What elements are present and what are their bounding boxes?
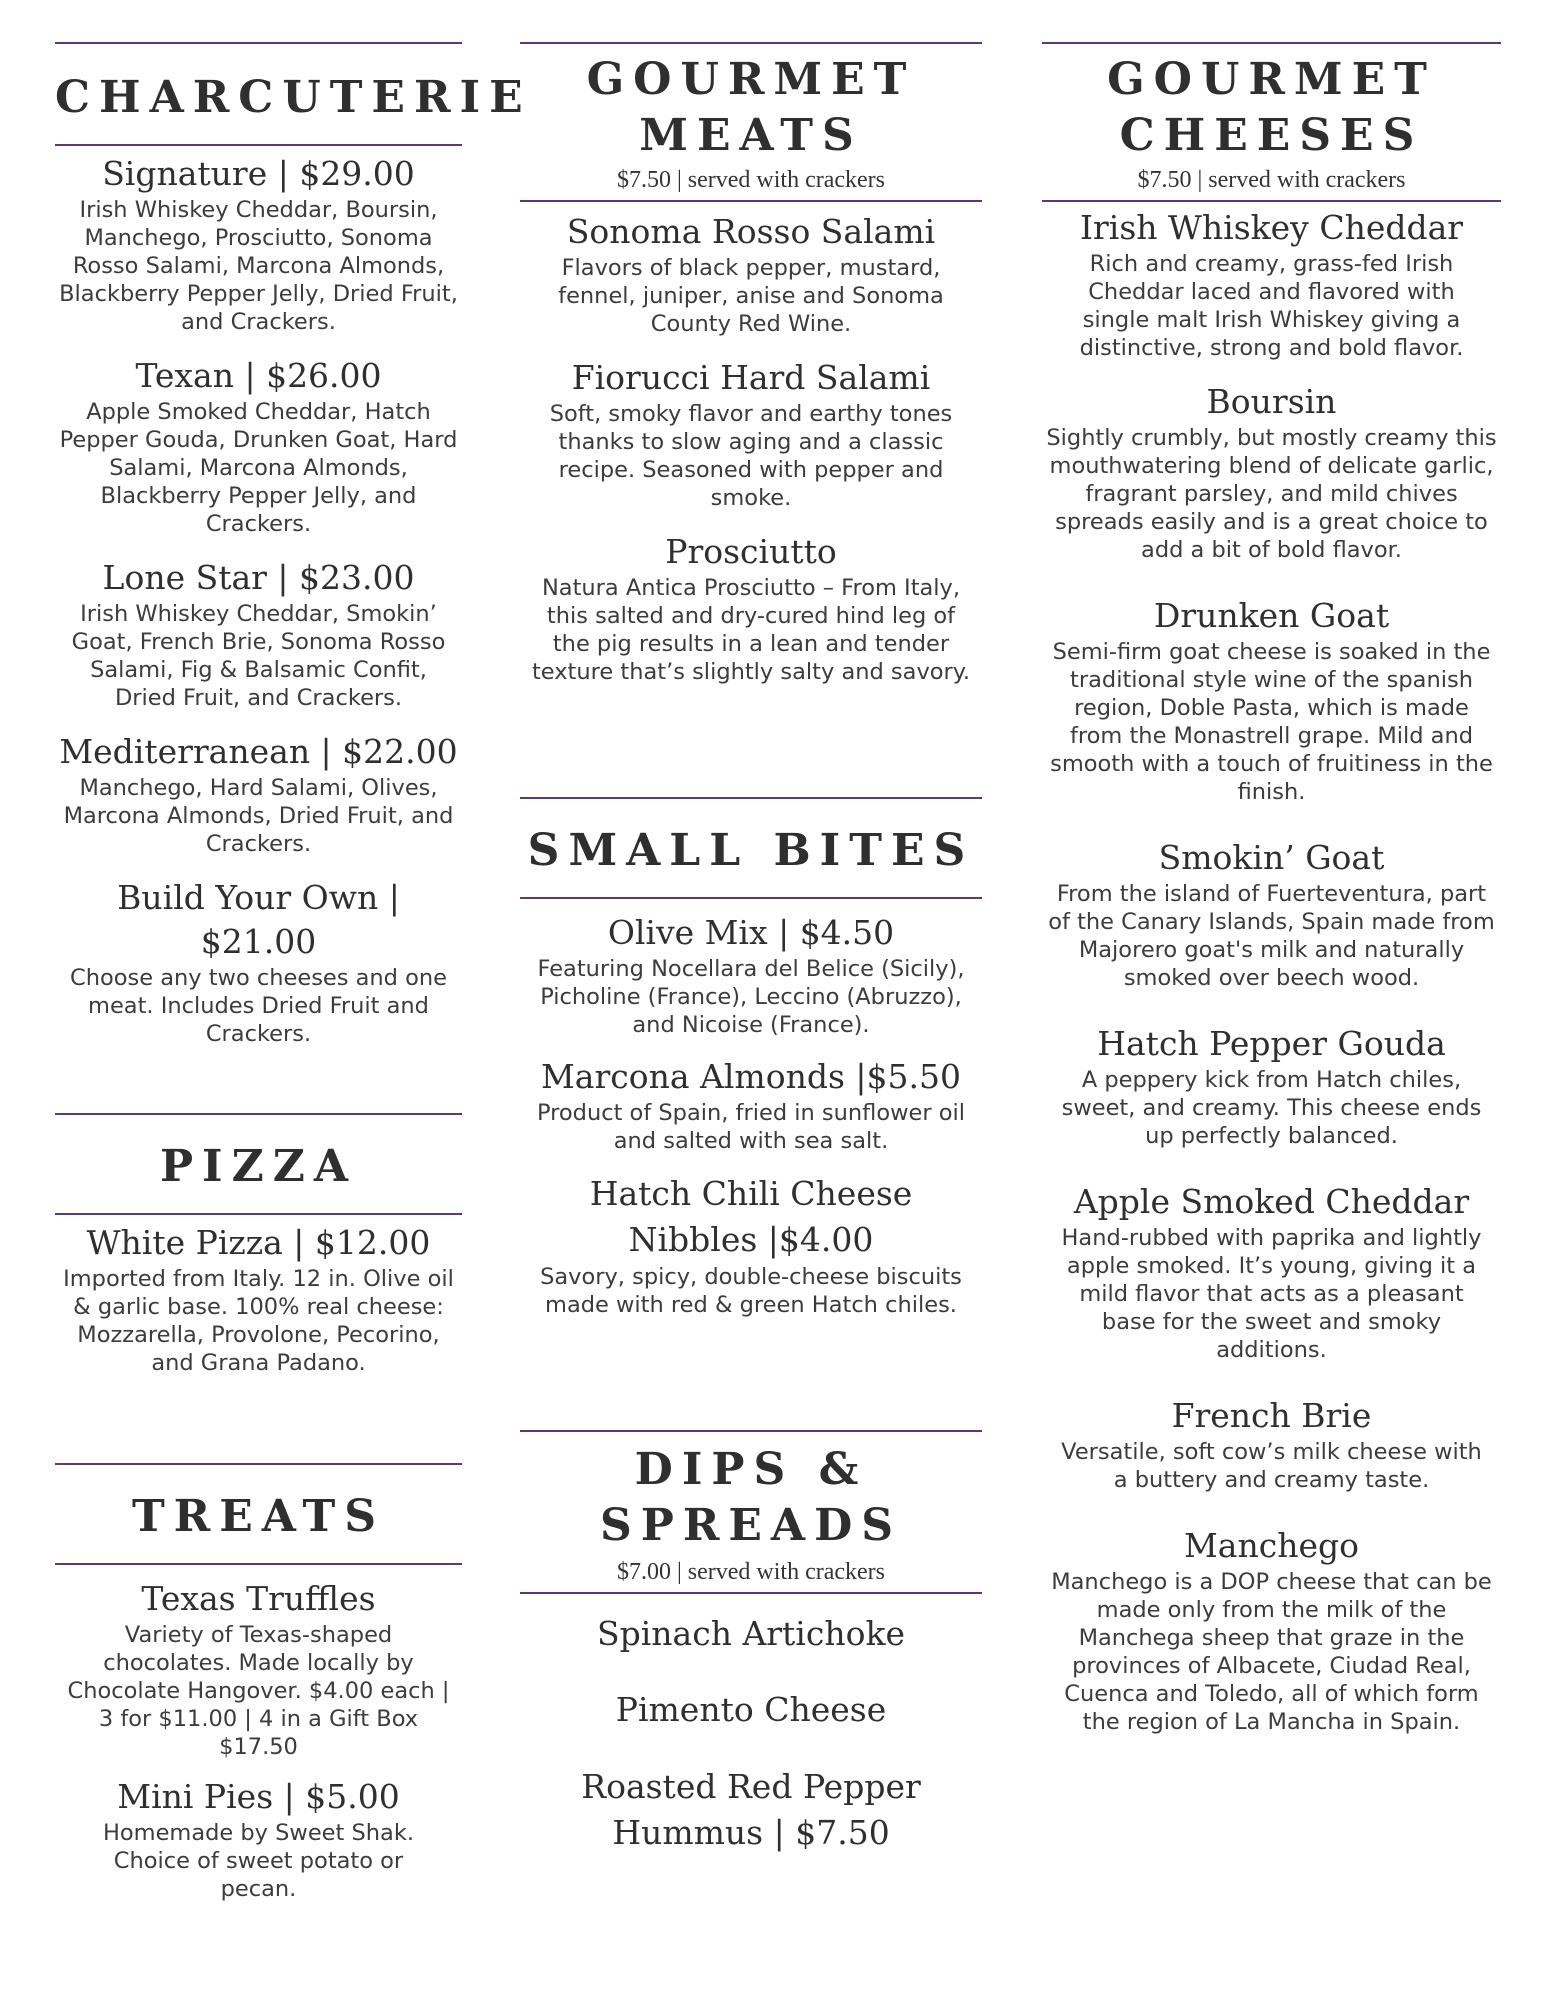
- item-description: Natura Antica Prosciutto – From Italy, this salted and dry-cured hind leg of the pig results in a lean and tender texture that’s slightly salty and savory.: [531, 575, 971, 685]
- item-name: Smokin’ Goat: [1158, 838, 1385, 877]
- pizza-section: [55, 1113, 462, 1377]
- divider: [520, 797, 982, 799]
- item-description: Rich and creamy, grass-fed Irish Cheddar laced and flavored with single malt Irish Whiskey giving a distinctive, strong and bold flavor.: [1079, 251, 1464, 361]
- menu-item: [520, 210, 982, 338]
- dips-spreads-section: [520, 1430, 982, 1856]
- item-description: Manchego is a DOP cheese that can be made only from the milk of the Manchega sheep that graze in the provinces of Albacete, Ciudad Real, Cuenca and Toledo, all of which form the region of La Mancha in Spain.: [1051, 1569, 1492, 1735]
- section-title: GOURMET: [586, 54, 916, 105]
- item-name: White Pizza | $12.00: [86, 1223, 431, 1262]
- item-description: Flavors of black pepper, mustard, fennel, juniper, anise and Sonoma County Red Wine.: [558, 255, 944, 337]
- item-name: Prosciutto: [665, 532, 837, 571]
- menu-item: [55, 876, 462, 1048]
- item-description: Apple Smoked Cheddar, Hatch Pepper Gouda, Drunken Goat, Hard Salami, Marcona Almonds, Blackberry Pepper Jelly, and Crackers.: [59, 399, 458, 537]
- item-description: Imported from Italy. 12 in. Olive oil & garlic base. 100% real cheese: Mozzarella, Provolone, Pecorino, and Grana Padano.: [63, 1266, 454, 1376]
- item-name: Hatch Pepper Gouda: [1097, 1024, 1446, 1063]
- menu-item: [1042, 836, 1501, 992]
- item-description: Irish Whiskey Cheddar, Smokin’ Goat, French Brie, Sonoma Rosso Salami, Fig & Balsamic Confit, Dried Fruit, and Crackers.: [71, 601, 446, 711]
- item-description: Savory, spicy, double-cheese biscuits made with red & green Hatch chiles.: [540, 1264, 962, 1318]
- item-name: Drunken Goat: [1153, 596, 1390, 635]
- item-description: Sightly crumbly, but mostly creamy this mouthwatering blend of delicate garlic, fragrant parsley, and mild chives spreads easily and is a great choice to add a bit of bold flavor.: [1046, 425, 1497, 563]
- section-title: PIZZA: [159, 1141, 358, 1192]
- menu-item: [520, 1055, 982, 1155]
- section-subtitle: $7.00 | served with crackers: [616, 1559, 886, 1585]
- item-name: Boursin: [1206, 382, 1337, 421]
- gourmet-meats-section: [520, 42, 982, 686]
- divider: [1042, 42, 1501, 44]
- item-description: Manchego, Hard Salami, Olives, Marcona Almonds, Dried Fruit, and Crackers.: [63, 775, 454, 857]
- divider: [520, 1430, 982, 1432]
- item-description: Choose any two cheeses and one meat. Includes Dried Fruit and Crackers.: [70, 965, 447, 1047]
- item-name: Signature | $29.00: [102, 154, 415, 193]
- item-description: Variety of Texas-shaped chocolates. Made locally by Chocolate Hangover. $4.00 each | 3 for $11.00 | 4 in a Gift Box $17.50: [67, 1622, 450, 1760]
- menu-item: [55, 1775, 462, 1903]
- item-description: Featuring Nocellara del Belice (Sicily), Picholine (France), Leccino (Abruzzo), and Nicoise (France).: [537, 956, 965, 1038]
- menu-item: [520, 1171, 982, 1319]
- menu-item: [1042, 206, 1501, 362]
- item-name: French Brie: [1171, 1396, 1372, 1435]
- menu-item: [55, 354, 462, 538]
- divider: [520, 200, 982, 202]
- item-name: Marcona Almonds |$5.50: [541, 1057, 961, 1096]
- item-name: Lone Star | $23.00: [102, 558, 415, 597]
- menu-item: [520, 1764, 982, 1856]
- treats-section: [55, 1463, 462, 1903]
- section-title: CHEESES: [1119, 110, 1424, 161]
- menu-item: [520, 356, 982, 512]
- section-title: SPREADS: [599, 1500, 903, 1551]
- section-title: TREATS: [131, 1491, 386, 1542]
- item-description: Homemade by Sweet Shak. Choice of sweet potato or pecan.: [102, 1820, 415, 1902]
- menu-item: [1042, 1022, 1501, 1150]
- gourmet-cheeses-section: [1042, 42, 1501, 1736]
- item-description: Hand-rubbed with paprika and lightly apple smoked. It’s young, giving it a mild flavor that acts as a pleasant base for the sweet and smoky additions.: [1061, 1225, 1482, 1363]
- menu-item: [55, 1577, 462, 1761]
- section-title: GOURMET: [1107, 54, 1436, 105]
- item-name: Hatch Chili Cheese Nibbles |$4.00: [589, 1174, 913, 1259]
- divider: [55, 1463, 462, 1465]
- item-name: Mini Pies | $5.00: [117, 1777, 400, 1816]
- menu-item: [1042, 1524, 1501, 1736]
- small-bites-section: [520, 797, 982, 1319]
- divider: [55, 1113, 462, 1115]
- divider: [520, 897, 982, 899]
- menu-item: [55, 1221, 462, 1377]
- item-name: Irish Whiskey Cheddar: [1079, 208, 1464, 247]
- menu-item: [1042, 1394, 1501, 1494]
- divider: [55, 1563, 462, 1565]
- item-name: Sonoma Rosso Salami: [566, 212, 936, 251]
- divider: [520, 1592, 982, 1594]
- menu-item: [520, 530, 982, 686]
- item-name: Pimento Cheese: [615, 1690, 887, 1729]
- menu-item: [520, 911, 982, 1039]
- section-title: MEATS: [639, 110, 863, 161]
- divider: [55, 144, 462, 146]
- divider: [55, 42, 462, 44]
- item-description: From the island of Fuerteventura, part of the Canary Islands, Spain made from Majorero goat's milk and naturally smoked over beech wood.: [1048, 881, 1495, 991]
- section-title: DIPS &: [634, 1444, 868, 1495]
- section-subtitle: $7.50 | served with crackers: [1137, 167, 1406, 193]
- menu-item: [1042, 594, 1501, 806]
- item-name: Apple Smoked Cheddar: [1073, 1182, 1470, 1221]
- menu-item: [520, 1688, 982, 1732]
- item-name: Fiorucci Hard Salami: [571, 358, 931, 397]
- item-description: Versatile, soft cow’s milk cheese with a buttery and creamy taste.: [1061, 1439, 1482, 1493]
- item-name: Texas Truffles: [141, 1579, 376, 1618]
- section-title: SMALL BITES: [527, 825, 975, 876]
- menu-item: [55, 556, 462, 712]
- section-title: CHARCUTERIE: [55, 72, 532, 123]
- divider: [520, 42, 982, 44]
- item-description: A peppery kick from Hatch chiles, sweet, and creamy. This cheese ends up perfectly balanced.: [1061, 1067, 1482, 1149]
- menu-item: [520, 1612, 982, 1656]
- divider: [55, 1213, 462, 1215]
- divider: [1042, 200, 1501, 202]
- item-description: Product of Spain, fried in sunflower oil and salted with sea salt.: [536, 1100, 966, 1154]
- item-name: Build Your Own | $21.00: [117, 878, 400, 961]
- menu-item: [1042, 1180, 1501, 1364]
- item-name: Olive Mix | $4.50: [607, 913, 895, 952]
- item-name: Texan | $26.00: [135, 356, 382, 395]
- menu-item: [55, 730, 462, 858]
- item-description: Semi-firm goat cheese is soaked in the traditional style wine of the spanish region, Doble Pasta, which is made from the Monastrell grape. Mild and smooth with a touch of fruitiness in the finish.: [1050, 639, 1493, 805]
- item-name: Manchego: [1184, 1526, 1359, 1565]
- menu-item: [1042, 380, 1501, 564]
- menu-item: [55, 152, 462, 336]
- item-name: Mediterranean | $22.00: [59, 732, 458, 771]
- charcuterie-section: [55, 42, 532, 1048]
- item-description: Soft, smoky flavor and earthy tones thanks to slow aging and a classic recipe. Seasoned with pepper and smoke.: [549, 401, 953, 511]
- item-name: Spinach Artichoke: [597, 1614, 905, 1653]
- section-subtitle: $7.50 | served with crackers: [616, 167, 886, 193]
- item-name: Roasted Red Pepper Hummus | $7.50: [581, 1767, 921, 1852]
- item-description: Irish Whiskey Cheddar, Boursin, Manchego, Prosciutto, Sonoma Rosso Salami, Marcona Almonds, Blackberry Pepper Jelly, Dried Fruit, and Crackers.: [59, 197, 458, 335]
